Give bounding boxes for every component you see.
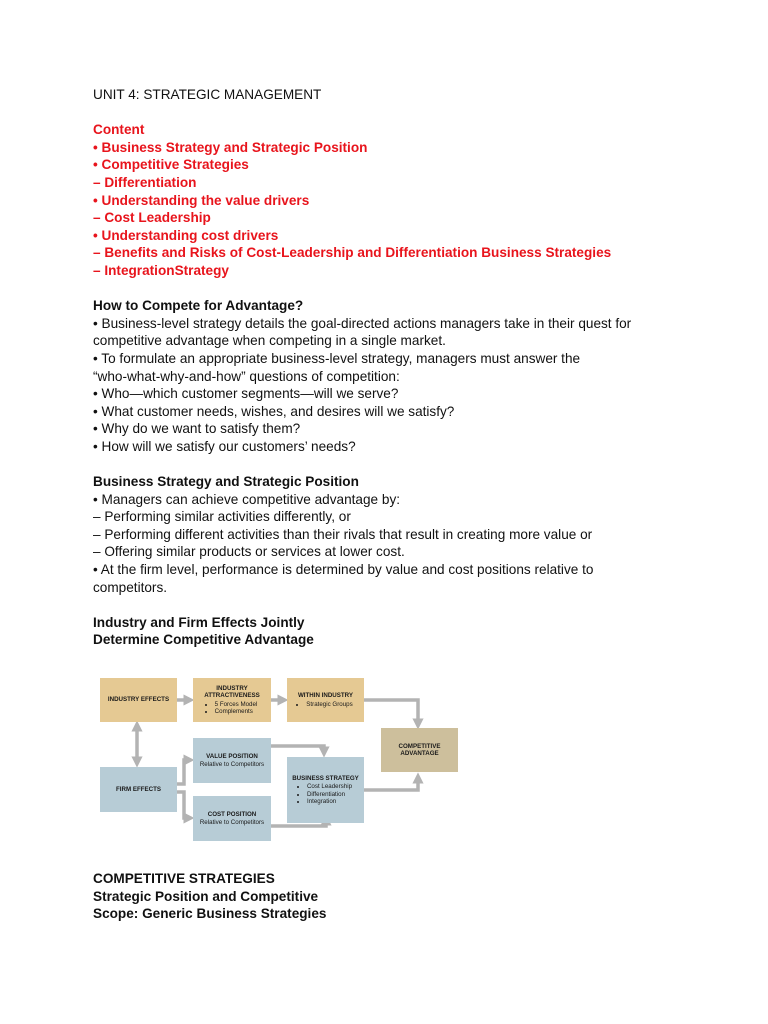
industry-effects-box <box>100 678 177 722</box>
content-item: – Cost Leadership <box>93 210 211 226</box>
position-line: – Offering similar products or services at lower cost. <box>93 544 405 560</box>
cost-position-sub: Relative to Competitors <box>199 818 265 826</box>
business-strategy-list <box>299 783 352 805</box>
compete-line: • Who—which customer segments—will we serve? <box>93 386 399 402</box>
list-item: • Integration <box>307 798 352 805</box>
competitive-strategies-heading: COMPETITIVE STRATEGIES <box>93 871 275 886</box>
business-strategy-label: BUSINESS STRATEGY <box>292 774 359 782</box>
compete-line: competitive advantage when competing in a single market. <box>93 333 446 349</box>
arrow-firm-to-cost <box>177 792 189 818</box>
cost-position-box <box>193 796 271 841</box>
competitive-strategies-sub-2: Scope: Generic Business Strategies <box>93 906 327 922</box>
industry-heading-1: Industry and Firm Effects Jointly <box>93 614 305 630</box>
position-line: competitors. <box>93 579 168 595</box>
firm-effects-label: FIRM EFFECTS <box>115 785 162 793</box>
compete-line: • Why do we want to satisfy them? <box>93 421 301 437</box>
industry-heading-2: Determine Competitive Advantage <box>93 632 314 648</box>
within-industry-label: WITHIN INDUSTRY <box>297 692 354 700</box>
business-strategy-box <box>287 757 364 823</box>
list-item: • Strategic Groups <box>306 701 352 708</box>
competitive-strategies-sub-1: Strategic Position and Competitive <box>93 888 319 904</box>
content-item: • Business Strategy and Strategic Position <box>93 139 368 155</box>
firm-effects-box <box>100 767 177 812</box>
position-line: – Performing different activities than their rivals that result in creating more value or <box>93 526 593 542</box>
compete-line: • To formulate an appropriate business-level strategy, managers must answer the <box>93 350 581 366</box>
competitive-advantage-diagram <box>96 672 466 847</box>
competitive-advantage-box <box>381 728 458 772</box>
arrow-value-to-strategy <box>271 746 324 752</box>
content-item: – IntegrationStrategy <box>93 262 229 278</box>
competitive-advantage-label: COMPETITIVE ADVANTAGE <box>398 742 441 757</box>
compete-line: • How will we satisfy our customers’ needs? <box>93 438 356 454</box>
unit-title: UNIT 4: STRATEGIC MANAGEMENT <box>93 87 322 102</box>
industry-attractiveness-label: INDUSTRY ATTRACTIVENESS <box>204 684 260 700</box>
content-item: • Understanding cost drivers <box>93 227 279 243</box>
position-line: – Performing similar activities differently, or <box>93 509 351 525</box>
content-item: • Competitive Strategies <box>93 157 249 173</box>
content-item: • Understanding the value drivers <box>93 192 310 208</box>
compete-line: • What customer needs, wishes, and desires will we satisfy? <box>93 403 455 419</box>
compete-line: “who-what-why-and-how” questions of competition: <box>93 368 400 384</box>
list-item: • Complements <box>215 708 258 715</box>
arrow-strategy-to-advantage <box>364 778 418 790</box>
list-item: • 5 Forces Model <box>215 701 258 708</box>
content-item: – Differentiation <box>93 174 197 190</box>
industry-attractiveness-box <box>193 678 271 722</box>
arrow-firm-to-value <box>177 760 189 784</box>
list-item: • Differentiation <box>307 791 352 798</box>
value-position-sub: Relative to Competitors <box>199 760 265 768</box>
position-line: • Managers can achieve competitive advantage by: <box>93 491 401 507</box>
value-position-label: VALUE POSITION <box>206 753 258 761</box>
position-heading: Business Strategy and Strategic Position <box>93 474 359 490</box>
compete-heading: How to Compete for Advantage? <box>93 298 304 314</box>
within-industry-list <box>298 701 352 708</box>
competitive-strategies-section <box>93 870 693 923</box>
content-item: – Benefits and Risks of Cost-Leadership and Differentiation Business Strategies <box>93 245 612 261</box>
value-position-box <box>193 738 271 783</box>
industry-effects-label: INDUSTRY EFFECTS <box>107 696 170 704</box>
content-heading: Content <box>93 122 145 138</box>
document-body <box>93 86 693 649</box>
list-item: • Cost Leadership <box>307 783 352 790</box>
cost-position-label: COST POSITION <box>207 811 257 819</box>
within-industry-box <box>287 678 364 722</box>
position-line: • At the firm level, performance is determined by value and cost positions relative to <box>93 562 594 578</box>
compete-line: • Business-level strategy details the goal-directed actions managers take in their quest for <box>93 315 632 331</box>
arrow-within-to-advantage <box>364 700 418 724</box>
industry-attractiveness-list <box>207 701 258 716</box>
